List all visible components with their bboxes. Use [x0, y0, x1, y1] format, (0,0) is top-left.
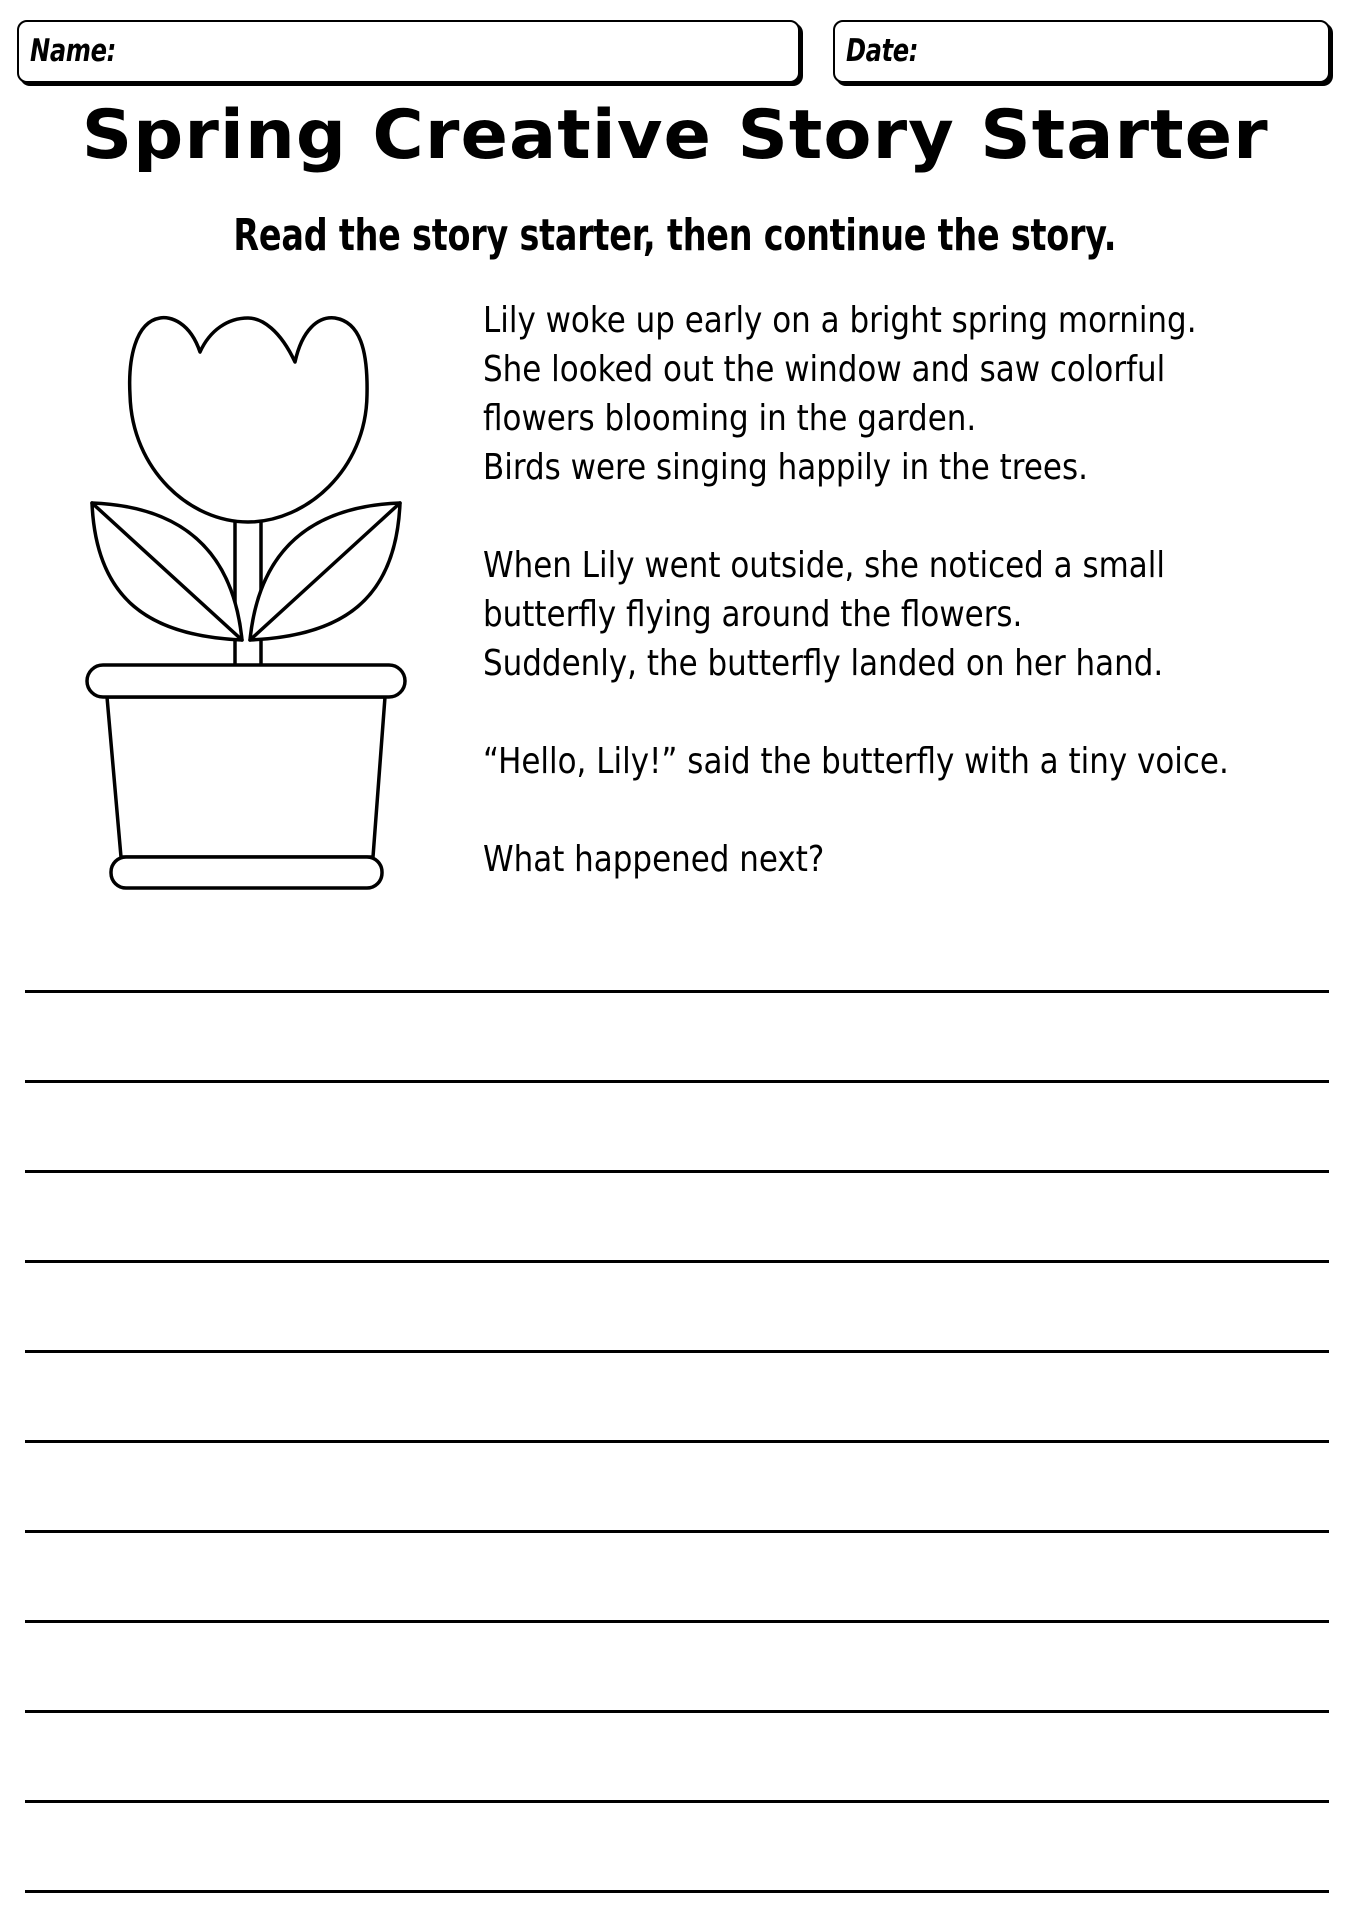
story-line: Suddenly, the butterfly landed on her hand. [483, 643, 1164, 684]
page-title-text: Spring Creative Story Starter [81, 96, 1269, 175]
story-line: “Hello, Lily!” said the butterfly with a tiny voice. [483, 741, 1229, 782]
writing-line[interactable] [25, 1620, 1329, 1623]
writing-area[interactable] [25, 0, 1329, 1920]
story-line: Lily woke up early on a bright spring morning. [483, 300, 1197, 341]
writing-line[interactable] [25, 1080, 1329, 1083]
writing-line[interactable] [25, 1800, 1329, 1803]
writing-line[interactable] [25, 1890, 1329, 1893]
story-line: Birds were singing happily in the trees. [483, 447, 1088, 488]
name-label: Name: [30, 33, 116, 69]
writing-line[interactable] [25, 990, 1329, 993]
writing-line[interactable] [25, 1530, 1329, 1533]
instructions-text: Read the story starter, then continue the story. [233, 210, 1117, 261]
date-label: Date: [846, 33, 919, 69]
writing-line[interactable] [25, 1170, 1329, 1173]
story-line: butterfly flying around the flowers. [483, 594, 1023, 635]
story-line: flowers blooming in the garden. [483, 398, 977, 439]
writing-line[interactable] [25, 1710, 1329, 1713]
story-prompt: What happened next? [483, 839, 825, 880]
story-line: She looked out the window and saw colorful [483, 349, 1166, 390]
writing-line[interactable] [25, 1260, 1329, 1263]
writing-line[interactable] [25, 1440, 1329, 1443]
writing-line[interactable] [25, 1350, 1329, 1353]
story-line: When Lily went outside, she noticed a small [483, 545, 1165, 586]
